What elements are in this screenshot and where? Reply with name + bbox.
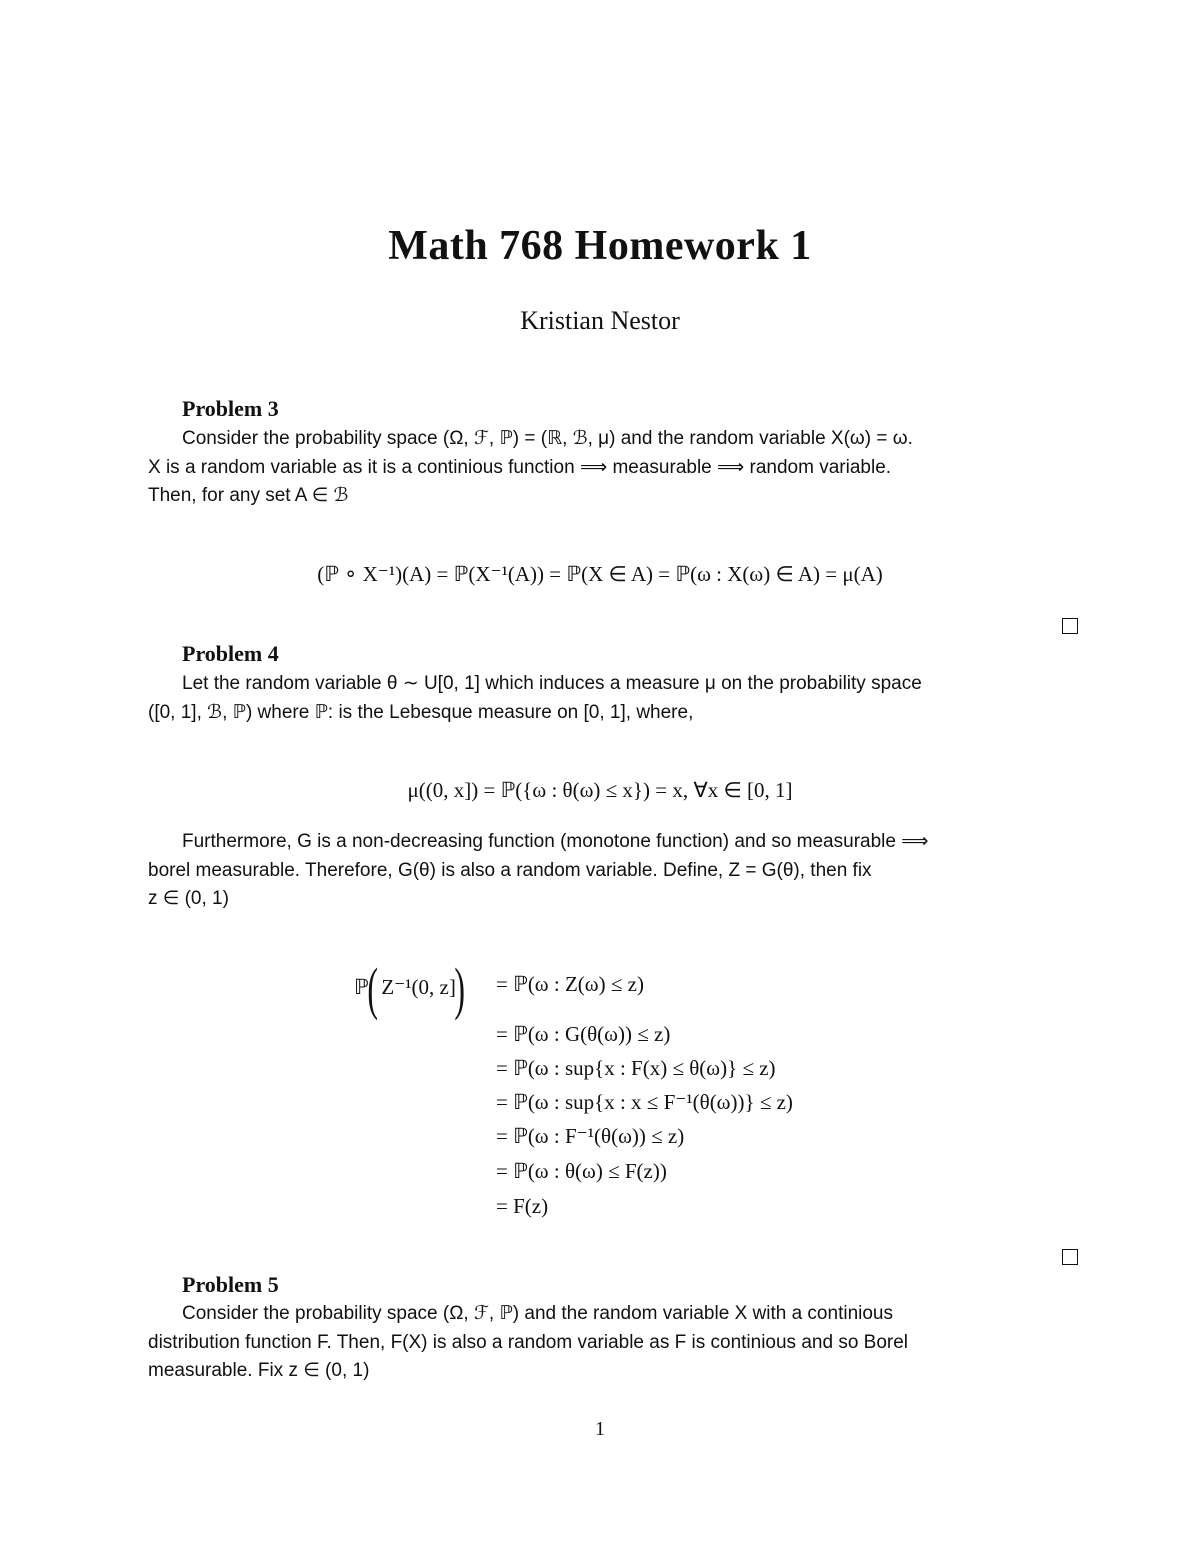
document-author: Kristian Nestor <box>520 306 680 335</box>
problem-4-text-continued <box>148 828 1080 914</box>
problem-4-equation: μ((0, x]) = ℙ({ω : θ(ω) ≤ x}) = x, ∀x ∈ [0, 1] <box>407 778 793 802</box>
problem-5-text <box>148 1300 1080 1386</box>
derivation-line: = ℙ(ω : F⁻¹(θ(ω)) ≤ z) <box>496 1124 685 1148</box>
text-line: X is a random variable as it is a continious function ⟹ measurable ⟹ random variable. <box>148 456 892 478</box>
derivation-line: = ℙ(ω : sup{x : F(x) ≤ θ(ω)} ≤ z) <box>496 1056 776 1080</box>
text-line: Then, for any set A ∈ ℬ <box>148 485 349 506</box>
text-line: Consider the probability space (Ω, ℱ, ℙ) and the random variable X with a continious <box>182 1303 893 1324</box>
derivation-line: = ℙ(ω : G(θ(ω)) ≤ z) <box>496 1022 671 1046</box>
problem-5-heading: Problem 5 <box>182 1272 279 1297</box>
derivation-lhs-inner: Z⁻¹(0, z] <box>381 974 456 999</box>
derivation-lhs <box>354 956 465 1021</box>
big-paren-open: ( <box>367 956 378 1021</box>
problem-4-heading: Problem 4 <box>182 641 279 666</box>
text-line: Furthermore, G is a non-decreasing function (monotone function) and so measurable ⟹ <box>182 831 929 852</box>
text-line: Let the random variable θ ∼ U[0, 1] which induces a measure μ on the probability space <box>182 673 922 694</box>
problem-3-text <box>148 425 1080 511</box>
text-line: measurable. Fix z ∈ (0, 1) <box>148 1360 370 1381</box>
prob-symbol: ℙ <box>354 974 369 999</box>
big-paren-close: ) <box>454 956 465 1021</box>
derivation-line: = ℙ(ω : Z(ω) ≤ z) <box>496 972 644 996</box>
text-line: borel measurable. Therefore, G(θ) is also a random variable. Define, Z = G(θ), then fix <box>148 859 872 881</box>
derivation-line: = ℙ(ω : θ(ω) ≤ F(z)) <box>496 1159 667 1183</box>
qed-box-icon <box>1062 1249 1078 1265</box>
text-line: z ∈ (0, 1) <box>148 888 229 909</box>
text-line: distribution function F. Then, F(X) is also a random variable as F is continious and so Borel <box>148 1331 909 1353</box>
text-line: Consider the probability space (Ω, ℱ, ℙ) = (ℝ, ℬ, μ) and the random variable X(ω) = ω. <box>182 428 913 449</box>
derivation-line: = ℙ(ω : sup{x : x ≤ F⁻¹(θ(ω))} ≤ z) <box>496 1090 793 1114</box>
document-title: Math 768 Homework 1 <box>388 223 812 269</box>
problem-4-text <box>148 670 1080 727</box>
qed-box-icon <box>1062 618 1078 634</box>
page-number: 1 <box>595 1418 605 1440</box>
problem-3-heading: Problem 3 <box>182 396 279 421</box>
problem-3-equation: (ℙ ∘ X⁻¹)(A) = ℙ(X⁻¹(A)) = ℙ(X ∈ A) = ℙ(ω : X(ω) ∈ A) = μ(A) <box>317 562 883 586</box>
text-line: ([0, 1], ℬ, ℙ) where ℙ: is the Lebesque measure on [0, 1], where, <box>148 701 694 723</box>
derivation-line: = F(z) <box>496 1194 549 1218</box>
